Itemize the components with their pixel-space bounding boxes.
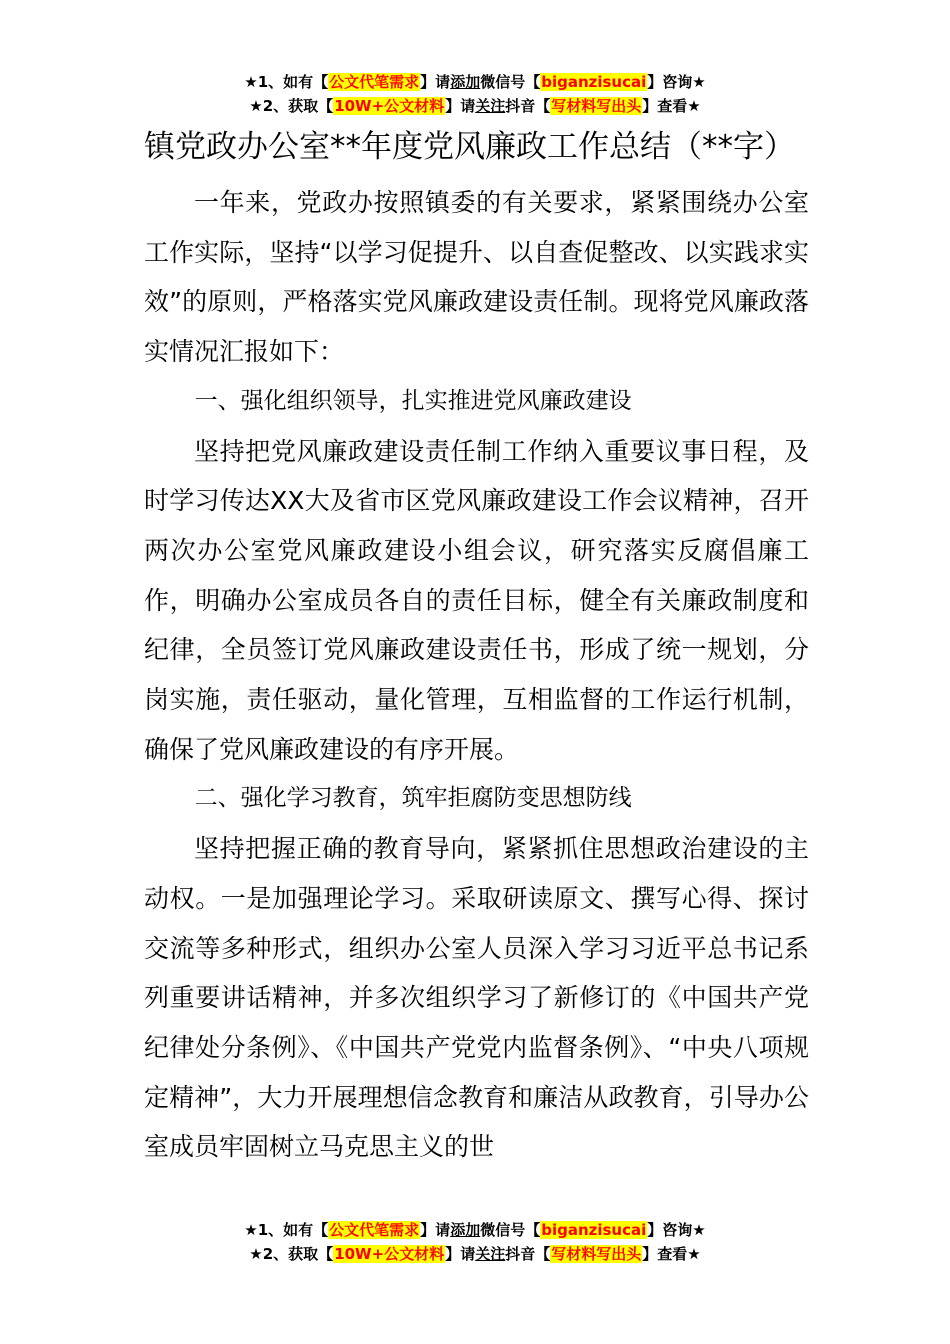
- document-body: [144, 124, 809, 1172]
- bottom-banner: [0, 1218, 950, 1266]
- highlight-wechat-id: biganzisucai: [541, 1221, 647, 1239]
- paragraph-2: 坚持把握正确的教育导向，紧紧抓住思想政治建设的主动权。一是加强理论学习。采取研读原文、撰写心得、探讨交流等多种形式，组织办公室人员深入学习习近平总书记系列重要讲话精神，并多次组织学习了新修订的《中国共产党纪律处分条例》、《中国共产党党内监督条例》、“中央八项规定精神”，大力开展理想信念教育和廉洁从政教育，引导办公室成员牢固树立马克思主义的世: [144, 834, 809, 1162]
- paragraph-1: 坚持把党风廉政建设责任制工作纳入重要议事日程，及时学习传达XX大及省市区党风廉政建设工作会议精神，召开两次办公室党风廉政建设小组会议，研究落实反腐倡廉工作，明确办公室成员各自的责任目标，健全有关廉政制度和纪律，全员签订党风廉政建设责任书，形成了统一规划，分岗实施，责任驱动，量化管理，互相监督的工作运行机制，确保了党风廉政建设的有序开展。: [144, 436, 809, 764]
- banner-line-1: ★1、如有【公文代笔需求】请添加微信号【biganzisucai】咨询★: [244, 73, 706, 91]
- banner-line-2: ★2、获取【10W+公文材料】请关注抖音【写材料写出头】查看★: [249, 97, 701, 115]
- intro-paragraph: 一年来，党政办按照镇委的有关要求，紧紧围绕办公室工作实际，坚持“以学习促提升、以自查促整改、以实践求实效”的原则，严格落实党风廉政建设责任制。现将党风廉政落实情况汇报如下：: [144, 188, 809, 367]
- document-title: 镇党政办公室**年度党风廉政工作总结（**字）: [144, 129, 795, 165]
- highlight-douyin-id: 写材料写出头: [551, 1245, 642, 1263]
- banner-line-2: ★2、获取【10W+公文材料】请关注抖音【写材料写出头】查看★: [249, 1245, 701, 1263]
- highlight-service: 公文代笔需求: [329, 1221, 420, 1239]
- highlight-wechat-id: biganzisucai: [541, 73, 647, 91]
- highlight-materials: 10W+公文材料: [334, 1245, 445, 1263]
- top-banner: [0, 70, 950, 118]
- section-heading-2: 二、强化学习教育，筑牢拒腐防变思想防线: [194, 785, 632, 812]
- highlight-douyin-id: 写材料写出头: [551, 97, 642, 115]
- highlight-service: 公文代笔需求: [329, 73, 420, 91]
- highlight-materials: 10W+公文材料: [334, 97, 445, 115]
- banner-line-1: ★1、如有【公文代笔需求】请添加微信号【biganzisucai】咨询★: [244, 1221, 706, 1239]
- section-heading-1: 一、强化组织领导，扎实推进党风廉政建设: [194, 387, 632, 414]
